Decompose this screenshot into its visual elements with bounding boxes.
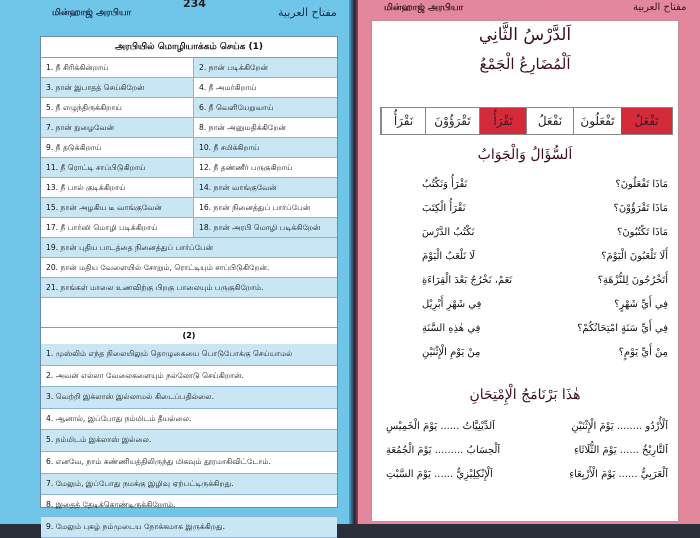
table-row xyxy=(41,258,337,278)
table-row xyxy=(41,366,337,388)
conj-cell: تَقْرَأُ xyxy=(479,108,526,134)
table-row xyxy=(41,98,337,118)
table-row xyxy=(41,409,337,431)
lesson-panel xyxy=(371,20,679,522)
table-row xyxy=(41,452,337,474)
table-row xyxy=(41,158,337,178)
answer-text: نَقْرَأُ الْكِتَبَ xyxy=(422,203,466,214)
schedule-entry: اَلتَّارِيْخُ ...... يَوْمَ الثُّلَاثَاءِ xyxy=(573,445,668,456)
qa-row xyxy=(372,275,678,297)
conj-cell: تَفْعَلُونَ xyxy=(573,108,621,134)
schedule-entry: اَلْأُرْدُو ........ يَوْمَ الْإِثْنَيْنِ xyxy=(571,421,668,432)
table-cell: 5. நீ எழுந்திருக்கிறாய் xyxy=(41,98,194,117)
table-cell: 8. இதைத் தேடிக்கொண்டிருக்கிறோம். xyxy=(46,500,176,510)
qa-row xyxy=(372,203,678,225)
conj-cell: تَقْرَؤُوْنَ xyxy=(425,108,479,134)
schedule-entry: اَلْإِنْكِلِيْزِيُّ ...... يَوْمَ السَّبْتِ xyxy=(386,469,493,480)
table-cell: 18. நான் அரபி மொழி படிக்கிறேன் xyxy=(194,218,337,237)
table-row xyxy=(41,118,337,138)
table-row xyxy=(41,218,337,238)
question-text: مَاذَا تَفْعَلُونَ؟ xyxy=(615,179,668,190)
schedule-row xyxy=(372,469,678,491)
table-cell: 13. நீ பால் குடிக்கிறாய் xyxy=(41,178,194,197)
qa-title: اَلسُّؤَالُ وَالْجَوَابُ xyxy=(477,147,573,163)
schedule-title: هٰذَا بَرْنَامَجُ الْإِمْتِحَانِ xyxy=(469,387,581,403)
conjugation-table xyxy=(380,107,673,135)
lesson-subtitle: اَلْمُضَارِعُ الْجَمْعُ xyxy=(479,55,571,73)
table-cell: 15. நான் அழகிய டீ வாங்குவேன் xyxy=(41,198,194,217)
table-row xyxy=(41,58,337,78)
table-cell: 7. நான் நுழைவேன் xyxy=(41,118,194,137)
table-row xyxy=(41,430,337,452)
question-text: أَلَا تَلْعَبُونَ الْيَوْمَ؟ xyxy=(601,251,668,262)
table-cell: 21. நாங்கள் மாலை உணவிற்கு பிறகு பாலையும் பருகுகிறோம். xyxy=(41,278,337,297)
table-cell: 16. நான் நினைத்துப் பார்ப்பேன் xyxy=(199,203,311,212)
qa-row xyxy=(372,227,678,249)
schedule-entry: اَلْحِسَابُ ......... يَوْمَ الْجُمُعَةِ xyxy=(386,445,501,456)
question-text: فِي أَيِّ شَهْرٍ؟ xyxy=(614,299,668,310)
table-row xyxy=(41,138,337,158)
question-text: فِي أَيِّ سَنَةٍ امْتِحَانُكُمْ؟ xyxy=(577,323,668,334)
table-cell: 9. மேலும் புகழ் நம்முடைய நோக்கமாக இருக்கிறது. xyxy=(41,517,337,538)
translation-table-1 xyxy=(41,37,337,58)
table-cell: 3. நான் இபாதத் செய்கிறேன் xyxy=(41,78,194,97)
table-row xyxy=(41,238,337,258)
qa-row xyxy=(372,299,678,321)
table-cell: 4. ஆனால், இப்போது நம்மிடம் தீயல்லை. xyxy=(46,413,192,423)
table-row xyxy=(41,474,337,496)
answer-text: نَكْتُبُ الدَّرْسَ xyxy=(422,227,475,238)
left-header-title: மின்ஹாஜ் அரபியா xyxy=(52,8,132,18)
lesson-title: اَلدَّرْسُ الثَّانِي xyxy=(478,25,572,45)
table-row xyxy=(41,495,337,517)
qa-row xyxy=(372,179,678,201)
left-header-arabic: مفتاح العربية xyxy=(278,6,337,19)
exercise-panel xyxy=(40,36,338,531)
answer-text: لَا نَلْعَبُ الْيَوْمَ xyxy=(422,251,475,262)
right-header-arabic: مفتاح العربية xyxy=(633,2,687,13)
table-row xyxy=(41,178,337,198)
question-text: مِنْ أَيِّ يَوْمٍ؟ xyxy=(618,347,668,358)
page-number: 234 xyxy=(183,0,206,10)
table-row xyxy=(41,278,337,298)
table-cell: 4. நீ அமர்கிறாய் xyxy=(199,83,257,92)
conj-cell: نَفْعَلُ xyxy=(526,108,573,134)
left-header xyxy=(0,0,352,30)
answer-text: فِي هٰذِهِ السَّنَةِ xyxy=(422,323,481,334)
table-row xyxy=(41,387,337,409)
answer-text: مِنْ يَوْمِ الْإِثْنَيْنِ xyxy=(422,347,481,358)
table-cell: 2. நான் படிக்கிறேன் xyxy=(194,58,337,77)
conj-cell: نَقْرَأُ xyxy=(381,108,425,134)
table-row xyxy=(41,344,337,366)
conj-cell: تَفْعَلُ xyxy=(621,108,672,134)
question-text: مَاذَا تَقْرَؤُوْنَ؟ xyxy=(613,203,668,214)
table-cell: 8. நான் அனுமதிக்கிறேன் xyxy=(199,123,286,132)
table2-grid xyxy=(41,344,337,538)
table-cell: 7. மேலும், இப்போது நமக்கு இழிவு ஏற்பட்டிருக்கிறது. xyxy=(41,474,337,495)
table-cell: 5. நம்மிடம் இக்லாஸ் இல்லை. xyxy=(41,430,337,451)
table-cell: 12. நீ தண்ணீர் பருகுகிறாய் xyxy=(199,163,293,172)
table-cell: 6. நீ வெளியேறுவாய் xyxy=(194,98,337,117)
table-cell: 14. நான் வாங்குவேன் xyxy=(194,178,337,197)
table-cell: 10. நீ சமிக்கிறாய் xyxy=(194,138,337,157)
question-text: أَتَخْرُجُونَ لِلنُّزْهَةِ؟ xyxy=(597,275,668,286)
table-cell: 9. நீ தடுக்கிறாய் xyxy=(41,138,194,157)
table-cell: 19. நான் புதிய பாடத்தை நினைத்துப் பார்ப்பேன் xyxy=(41,238,337,257)
table-cell: 1. நீ சிரிக்கின்றாய் xyxy=(41,58,194,77)
schedule-row xyxy=(372,421,678,443)
right-page xyxy=(358,0,700,524)
table1-title: அரபியில் மொழியாக்கம் செய்க (1) xyxy=(41,37,337,58)
table-cell: 1. முஸ்லிம் எந்த நிலையிலும் தொழுகையை பொடுபோக்கு செய்யாமல் xyxy=(41,344,337,365)
right-header-title: மின்ஹாஜ் அரபியா xyxy=(384,3,464,13)
table-cell: 11. நீ ரொட்டி சாப்பிடுகிறாய் xyxy=(41,158,194,177)
qa-row xyxy=(372,323,678,345)
schedule-entry: اَلْعَرَبِيُّ ...... يَوْمَ الْأَرْبِعَاءِ xyxy=(569,469,668,480)
table-cell: 6. எனவே, நாம் கண்ணியத்திலிருந்து மிகவும் தூரமாகிவிட்டோம். xyxy=(46,456,271,466)
question-text: مَاذَا تَكْتُبُونَ؟ xyxy=(617,227,668,238)
table-row xyxy=(41,198,337,218)
table-cell: 3. வெற்றி இக்லாஸ் இல்லாமல் கிடைப்பதில்லை. xyxy=(41,387,337,408)
table2-title: (2) xyxy=(41,327,337,345)
left-page xyxy=(0,0,352,531)
table-cell: 20. நான் மதிய வேளையில் சோறும், ரொட்டியும் சாப்பிடுகிறேன். xyxy=(46,263,270,272)
schedule-entry: اَلدِّيْنِيَّاتُ ...... يَوْمَ الْخَمِيْسِ xyxy=(386,421,495,432)
table-cell: 2. அவன் எல்லா வேலைகளையும் நல்லோடு செய்கிறான். xyxy=(46,370,244,380)
table-cell: 17. நீ பார்ஸி மொழி படிக்கிறாய் xyxy=(41,218,194,237)
answer-text: نَقْرَأُ وَنَكْتُبُ xyxy=(422,179,468,190)
qa-row xyxy=(372,347,678,369)
answer-text: فِي شَهْرِ أَبْرِيْل xyxy=(422,299,482,310)
qa-row xyxy=(372,251,678,273)
schedule-row xyxy=(372,445,678,467)
table1-grid xyxy=(41,58,337,298)
table-row xyxy=(41,517,337,538)
answer-text: نَعَمْ، نَخْرُجُ بَعْدَ الْقِرَاءَةِ xyxy=(422,275,513,286)
table-row xyxy=(41,78,337,98)
